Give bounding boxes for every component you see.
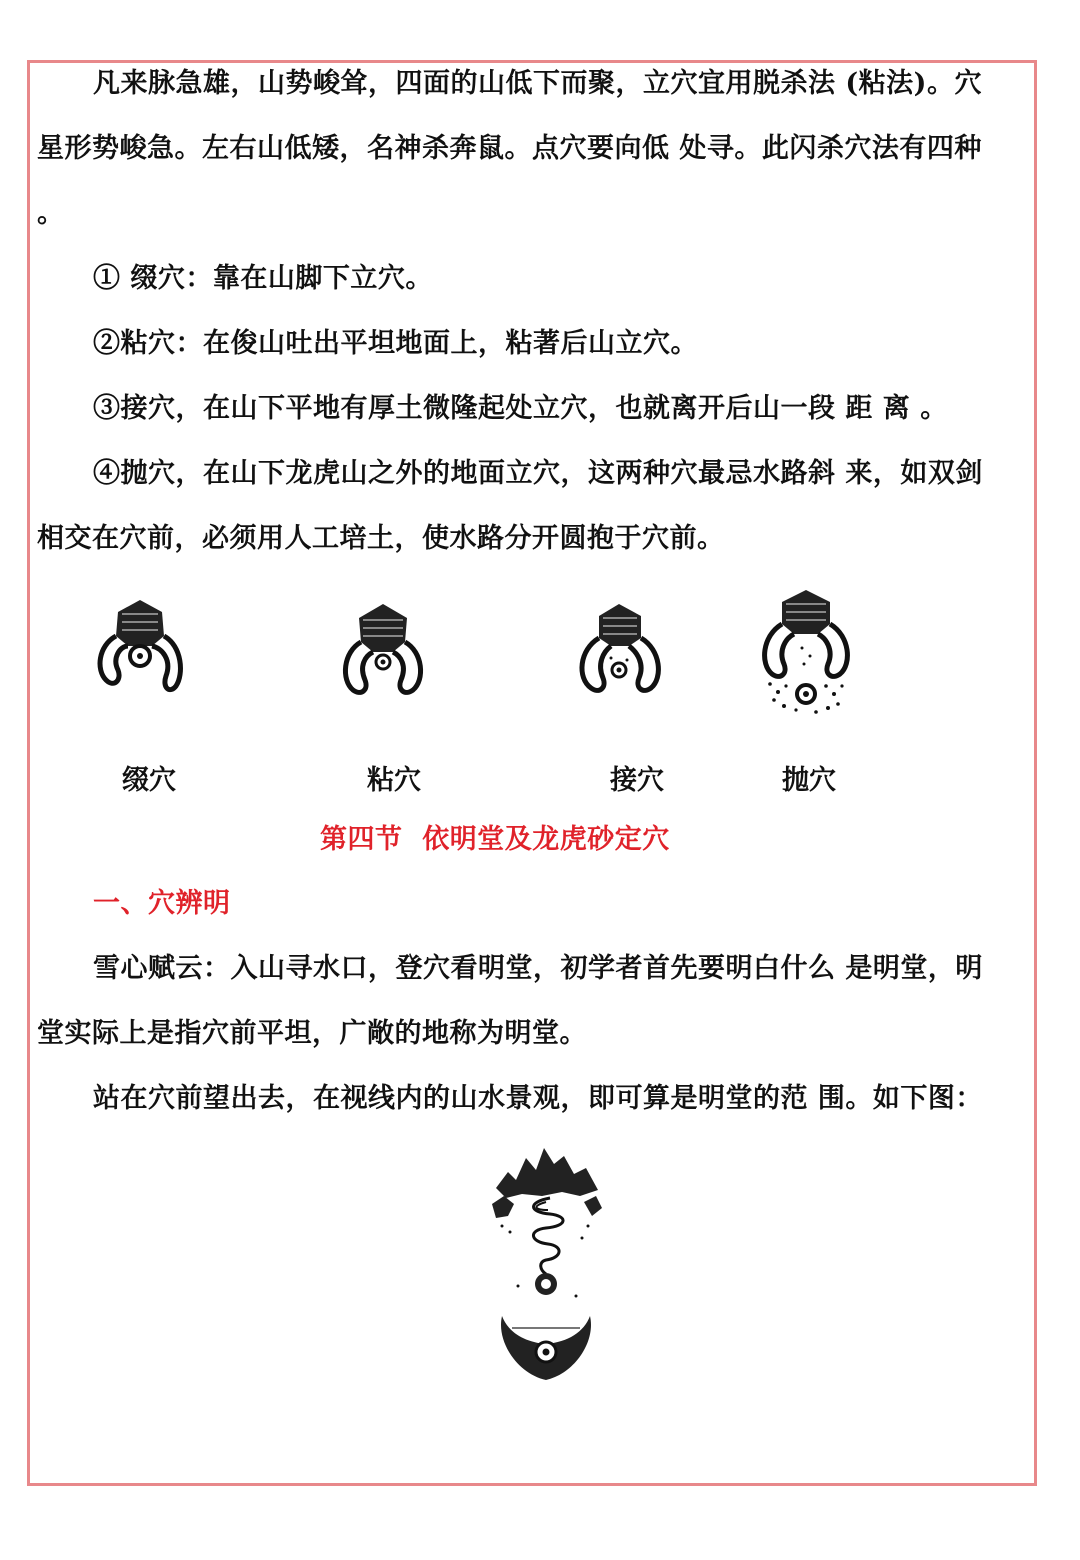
paragraph-line: 。 bbox=[37, 198, 65, 229]
paragraph-line: 站在穴前望出去，在视线内的山水景观，即可算是明堂的范 围。如下图： bbox=[93, 1083, 983, 1114]
paragraph-line: 凡来脉急雄，山势峻耸，四面的山低下而聚，立穴宜用脱杀法 (粘法)。穴 bbox=[93, 68, 982, 99]
mingtang-diagram bbox=[488, 1146, 606, 1384]
paragraph-line: 星形势峻急。左右山低矮，名神杀奔鼠。点穴要向低 处寻。此闪杀穴法有四种 bbox=[37, 133, 982, 164]
zhan-xue-diagram bbox=[335, 600, 431, 700]
paragraph-line: 堂实际上是指穴前平坦，广敞的地称为明堂。 bbox=[37, 1018, 587, 1049]
caption-pao: 抛穴 bbox=[782, 765, 836, 796]
list-item-jie: ③接穴，在山下平地有厚土微隆起处立穴，也就离开后山一段 距 离 。 bbox=[93, 393, 948, 424]
caption-zhan: 粘穴 bbox=[367, 765, 421, 796]
list-item-zhan: ②粘穴：在俊山吐出平坦地面上，粘著后山立穴。 bbox=[93, 328, 698, 359]
list-item-zhui: ① 缀穴：靠在山脚下立穴。 bbox=[93, 263, 433, 294]
caption-zhui: 缀穴 bbox=[122, 765, 176, 796]
jie-xue-diagram bbox=[573, 600, 669, 700]
subsection-title: 一、穴辨明 bbox=[93, 888, 231, 919]
section-title: 第四节 依明堂及龙虎砂定穴 bbox=[320, 824, 670, 855]
paragraph-line: 相交在穴前，必须用人工培土，使水路分开圆抱于穴前。 bbox=[37, 523, 725, 554]
list-item-pao: ④抛穴，在山下龙虎山之外的地面立穴，这两种穴最忌水路斜 来，如双剑 bbox=[93, 458, 983, 489]
caption-jie: 接穴 bbox=[610, 765, 664, 796]
paragraph-line: 雪心赋云：入山寻水口，登穴看明堂，初学者首先要明白什么 是明堂，明 bbox=[93, 953, 983, 984]
pao-xue-diagram bbox=[756, 588, 856, 720]
zhui-xue-diagram bbox=[92, 596, 188, 696]
